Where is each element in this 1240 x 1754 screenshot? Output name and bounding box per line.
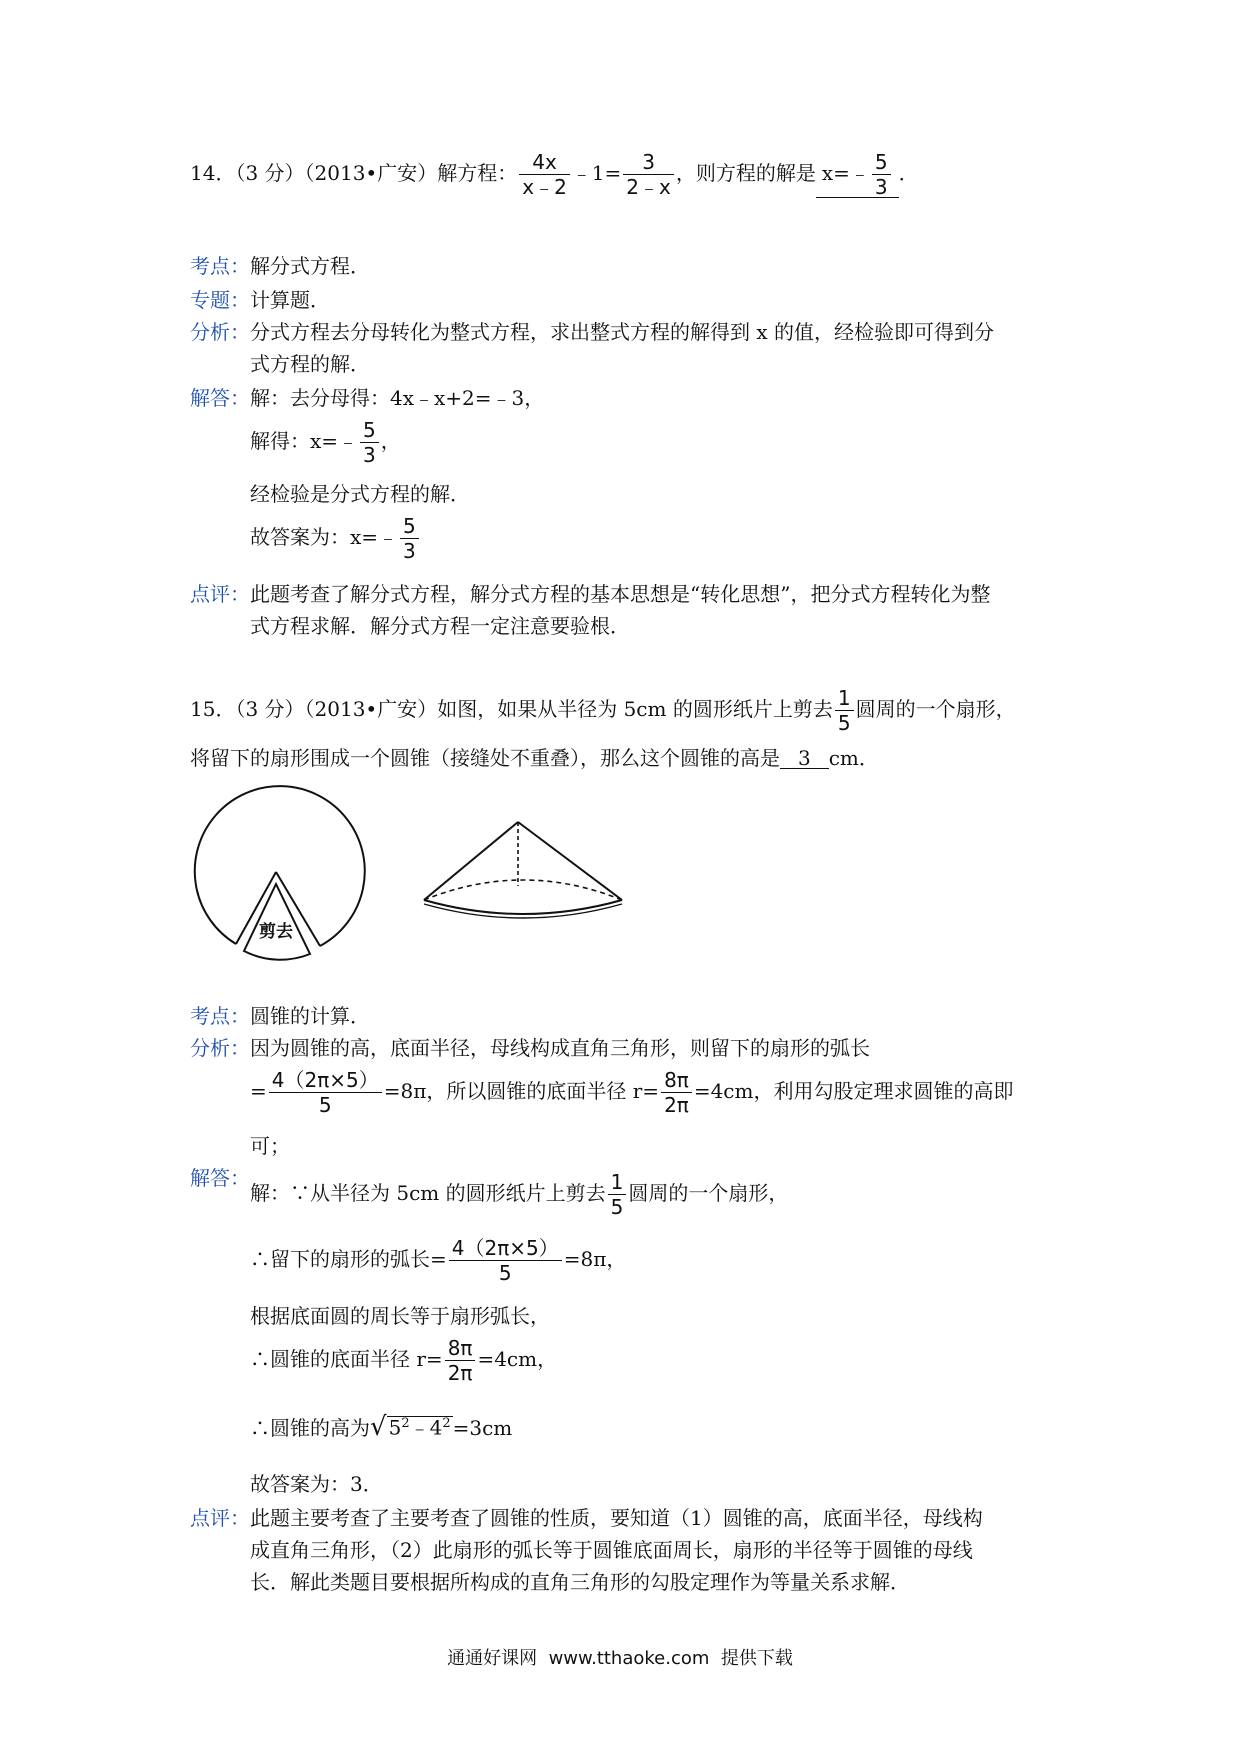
- q14-question: 14．（3 分）（2013•广安）解方程： $\frac{4x}{x﹣2}$ ﹣1= $\frac{3}{2﹣x}$ ，则方程的解是 x=﹣ $\frac{5}{3}$ ．: [190, 150, 919, 199]
- q15-kaodian: 考点：圆锥的计算．: [190, 1004, 370, 1028]
- q15-jieda-5: ∴圆锥的高为√ $5^2﹣4^2 =3cm$: [250, 1412, 513, 1442]
- cut-label: 剪去: [259, 922, 293, 942]
- q14-fenxi-line2: 式方程的解．: [250, 352, 370, 376]
- q15-jieda-4: ∴圆锥的底面半径 r= $\frac{8\pi}{2\pi}$ =4cm，: [250, 1336, 558, 1385]
- q14-jieda-2: 解得：x=﹣ $\frac{5}{3}$ ，: [250, 418, 401, 467]
- footer: 通通好课网 www.tthaoke.com 提供下载: [447, 1648, 793, 1669]
- q15-answer: 3: [780, 748, 829, 769]
- q15-dianping: 点评：此题主要考查了主要考查了圆锥的性质，要知道（1）圆锥的高，底面半径，母线构: [190, 1506, 983, 1530]
- q15-jieda-2: ∴留下的扇形的弧长= $\frac{4(2\pi\times 5)}{5}$ =8π，: [250, 1236, 627, 1285]
- q15-fenxi-3: 可；: [250, 1134, 290, 1158]
- q14-dianping-2: 式方程求解．解分式方程一定注意要验根．: [250, 614, 630, 638]
- q15-fenxi: 分析：因为圆锥的高，底面半径，母线构成直角三角形，则留下的扇形的弧长: [190, 1036, 870, 1060]
- q14-jieda-4: 故答案为：x=﹣ $\frac{5}{3}$: [250, 516, 421, 561]
- q15-jieda-3: 根据底面圆的周长等于扇形弧长，: [250, 1304, 550, 1328]
- q14-jieda-3: 经检验是分式方程的解．: [250, 482, 470, 506]
- q15-dianping-2: 成直角三角形，（2）此扇形的弧长等于圆锥底面周长，扇形的半径等于圆锥的母线: [250, 1538, 973, 1562]
- q14-fenxi: 分析：分式方程去分母转化为整式方程，求出整式方程的解得到 x 的值，经检验即可得到分: [190, 320, 994, 344]
- q14-jieda: 解答：解：去分母得：4x﹣x+2=﹣3，: [190, 386, 545, 410]
- cone-figure: [418, 818, 628, 928]
- q14-answer: x=﹣ $\frac{5}{3}$: [816, 152, 899, 198]
- q15-question-2: 将留下的扇形围成一个圆锥（接缝处不重叠），那么这个圆锥的高是 3 cm．: [190, 746, 879, 770]
- q14-fraction-1: $\frac{4x}{x﹣2}$: [519, 152, 570, 197]
- q14-head: 14．（3 分）（2013•广安）解方程：: [190, 161, 518, 185]
- q15-jieda-1: 解：∵从半径为 5cm 的圆形纸片上剪去 $\frac{1}{5}$ 圆周的一个扇形，: [250, 1170, 789, 1219]
- q15-dianping-3: 长．解此类题目要根据所构成的直角三角形的勾股定理作为等量关系求解．: [250, 1570, 910, 1594]
- q14-dianping: 点评：此题考查了解分式方程，解分式方程的基本思想是“转化思想”，把分式方程转化为整: [190, 582, 991, 606]
- q14-zhuanti: 专题：计算题．: [190, 288, 330, 312]
- q15-fenxi-2: = $\frac{4(2\pi\times 5)}{5}$ =8π，所以圆锥的底面半径 r= $\frac{8\pi}{2\pi}$ =4cm，利用勾股定理求圆锥的高即: [250, 1068, 1014, 1117]
- sector-figure: [186, 784, 366, 964]
- q14-kaodian: 考点：解分式方程．: [190, 254, 370, 278]
- sqrt-icon: √: [370, 1412, 387, 1442]
- sqrt-radicand: $5^2﹣4^2$: [388, 1416, 451, 1440]
- q14-fraction-2: $\frac{3}{2﹣x}$: [623, 152, 674, 197]
- q15-question: 15．（3 分）（2013•广安）如图，如果从半径为 5cm 的圆形纸片上剪去 $\frac{1}{5}$ 圆周的一个扇形，: [190, 686, 1016, 735]
- q15-jieda: 解答：: [190, 1166, 250, 1190]
- q15-jieda-6: 故答案为：3．: [250, 1472, 383, 1496]
